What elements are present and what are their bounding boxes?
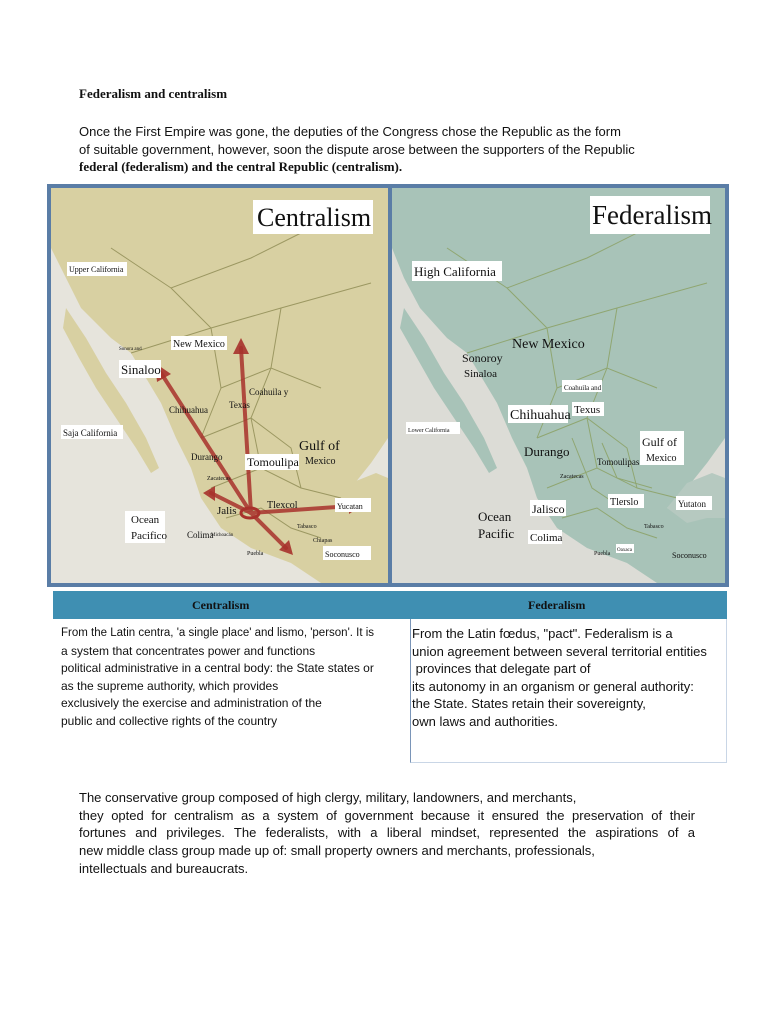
centralism-map-image [51, 188, 388, 583]
column-header-federalism: Federalism [528, 598, 586, 612]
map-label: Sinaloa [464, 368, 497, 380]
map-label: Gulf of [642, 435, 677, 449]
map-label: Sinaloo [121, 362, 161, 377]
map-title: Federalism [592, 200, 712, 230]
map-label: Tomoulipa [247, 455, 299, 469]
map-label: Oaxaca [617, 548, 632, 553]
closing-paragraph [79, 789, 695, 878]
cell-line: From the Latin fœdus, "pact". Federalism is a [412, 626, 673, 641]
map-label: Yucatan [337, 502, 363, 511]
map-label: Puebla [594, 551, 611, 557]
cell-line: political administrative in a central body: the State states or [61, 661, 374, 675]
cell-line: the State. States retain their sovereignty, [412, 696, 646, 711]
cell-line: own laws and authorities. [412, 713, 558, 729]
map-label: Tabasco [297, 524, 317, 530]
map-label: Ocean [131, 514, 160, 526]
intro-line: Once the First Empire was gone, the deputies of the Congress chose the Republic as the form [79, 124, 621, 139]
closing-line: fortunes and privileges. The federalists, with a liberal mindset, represented the aspirations of a [79, 825, 695, 841]
map-label: Puebla [247, 551, 264, 557]
map-label: Tlexcol [267, 500, 298, 511]
federalism-map-image [392, 188, 725, 583]
map-label: Gulf of [299, 439, 340, 454]
map-label: Pacifico [131, 530, 168, 542]
cell-line: exclusively the exercise and administration of the [61, 696, 322, 710]
centralism-cell [61, 625, 413, 730]
map-label: Colima [530, 532, 563, 544]
map-label: High California [414, 264, 496, 279]
map-label: Saja California [63, 428, 118, 438]
comparison-table [53, 591, 727, 763]
map-label: Zacatecas [560, 474, 584, 480]
intro-line: federal (federalism) and the central Republic (centralism). [79, 159, 403, 174]
map-title: Centralism [257, 203, 372, 232]
map-label: Tomoulipas [597, 457, 640, 467]
map-label: Sonoroy [462, 351, 503, 365]
closing-line: The conservative group composed of high clergy, military, landowners, and merchants, [79, 790, 577, 805]
cell-line: its autonomy in an organism or general authority: [412, 678, 694, 694]
map-label: Coahuila and [564, 384, 602, 392]
map-label: Michoacán [211, 533, 234, 538]
map-label: Tabasco [644, 524, 664, 530]
centralism-map [51, 188, 388, 583]
map-label: Upper California [69, 265, 124, 274]
federalism-map [392, 188, 725, 583]
map-label: Ocean [478, 509, 512, 524]
closing-line: intellectuals and bureaucrats. [79, 860, 249, 876]
table-header [53, 591, 727, 619]
map-label: Durango [524, 444, 570, 459]
column-header-centralism: Centralism [192, 598, 250, 612]
map-label: Coahuila y [249, 387, 289, 397]
intro-line: of suitable government, however, soon the dispute arose between the supporters of the Republic [79, 141, 635, 157]
map-label: Soconusco [325, 550, 360, 559]
cell-line: a system that concentrates power and functions [61, 643, 316, 658]
closing-line: new middle class group made up of: small property owners and merchants, professionals, [79, 843, 595, 859]
map-label: Yutaton [678, 499, 706, 509]
closing-line: they opted for centralism as a system of government because it ensured the preservation of their [79, 807, 695, 823]
cell-line: public and collective rights of the country [61, 713, 278, 728]
intro-paragraph [79, 123, 679, 176]
map-label: Tlerslo [610, 497, 639, 508]
maps-figure [47, 184, 729, 587]
map-label: Jalisco [532, 502, 565, 516]
map-label: Texas [229, 400, 250, 410]
map-label: Chihuahua [510, 408, 571, 423]
map-label: Zacatecas [207, 476, 231, 482]
federalism-cell [410, 619, 727, 763]
section-heading: Federalism and centralism [79, 86, 228, 101]
map-label: New Mexico [512, 337, 585, 352]
map-label: Mexico [305, 456, 336, 467]
map-label: Sonora and [119, 347, 142, 352]
cell-line: From the Latin centra, 'a single place' and lismo, 'person'. It is [61, 627, 375, 639]
map-label: Chihuahua [169, 405, 208, 415]
map-label: New Mexico [173, 339, 225, 350]
map-label: Colima [187, 530, 214, 540]
map-label: Soconusco [672, 551, 707, 560]
table-body [53, 619, 727, 763]
cell-line: provinces that delegate part of [412, 661, 591, 676]
map-label: Durango [191, 452, 223, 462]
map-label: Chiapas [313, 538, 333, 544]
map-label: Jalis [217, 505, 237, 517]
cell-line: union agreement between several territorial entities [412, 643, 707, 659]
map-label: Lower California [408, 428, 450, 434]
map-label: Pacific [478, 526, 515, 541]
cell-line: as the supreme authority, which provides [61, 678, 279, 693]
map-label: Texus [574, 404, 601, 416]
map-label: Mexico [646, 453, 677, 464]
